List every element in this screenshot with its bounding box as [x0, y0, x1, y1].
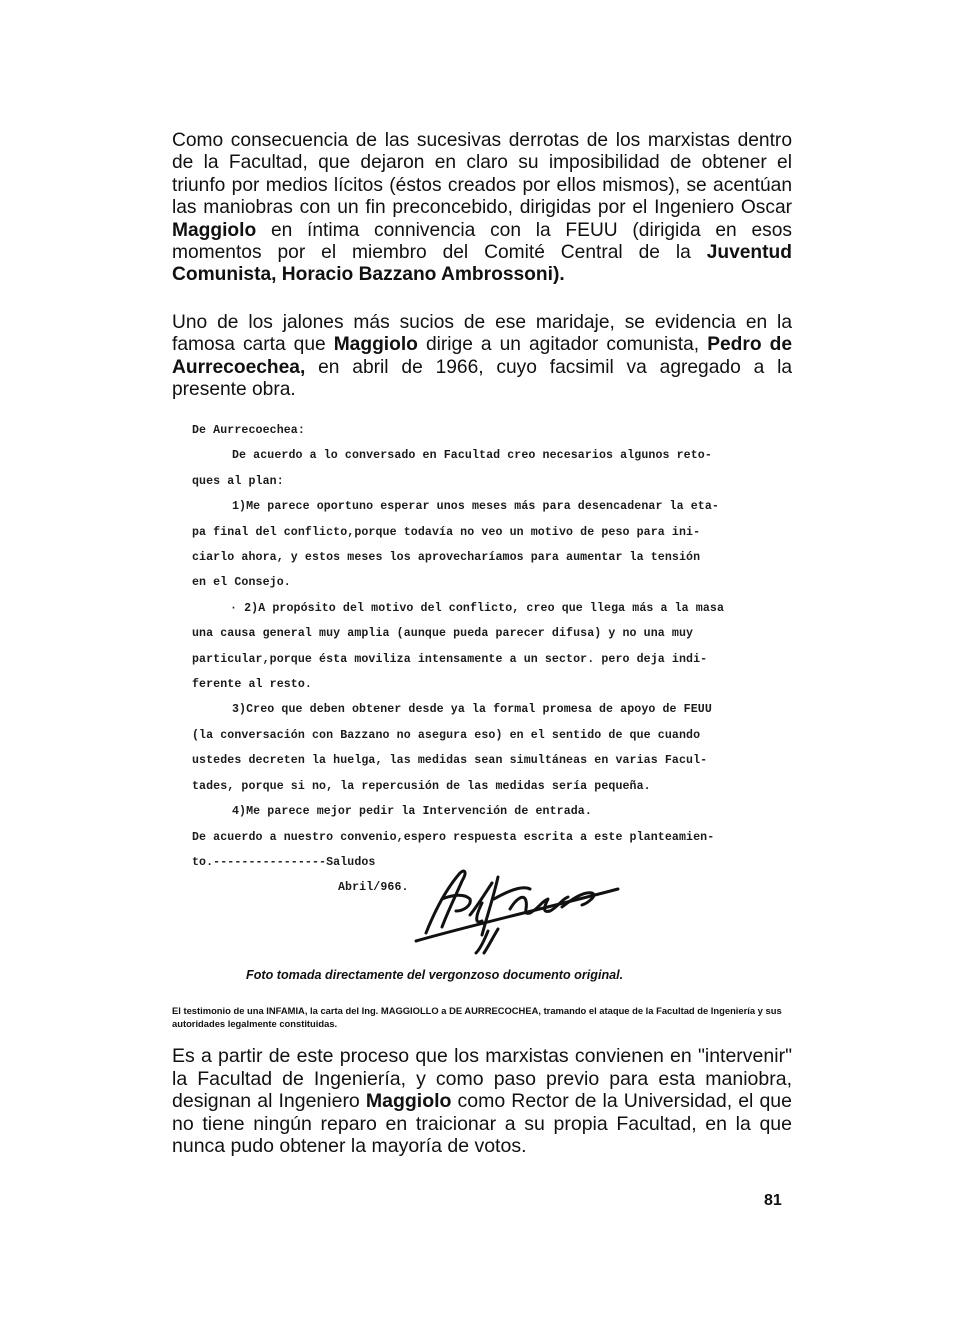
- letter-line: 1)Me parece oportuno esperar unos meses más para desencadenar la eta-: [232, 500, 719, 514]
- page-number: 81: [764, 1192, 782, 1209]
- letter-line: ustedes decreten la huelga, las medidas sean simultáneas en varias Facul-: [192, 754, 708, 768]
- photo-caption: Foto tomada directamente del vergonzoso documento original.: [246, 968, 624, 982]
- paragraph-1: [172, 130, 792, 287]
- letter-line: to.----------------Saludos: [192, 855, 376, 869]
- letter-line: De acuerdo a nuestro convenio,espero respuesta escrita a este planteamien-: [192, 830, 715, 844]
- paragraph-1-text: Como consecuencia de las sucesivas derrotas de los marxistas dentro de la Facultad, que dejaron en claro su imposibilidad de obtener el triunfo por medios lícitos (éstos creados por ellos mismos), se acentúan las maniobras con un fin preconcebido, dirigidas por el Ingeniero Oscar: [172, 130, 792, 219]
- letter-line: ques al plan:: [192, 474, 284, 488]
- name-aurrecoechea: Pedro de Aurrecoechea,: [172, 334, 792, 378]
- paragraph-3: [172, 1045, 792, 1158]
- letter-line: De Aurrecoechea:: [192, 424, 305, 437]
- paragraph-2-text: Uno de los jalones más sucios de ese maridaje, se evidencia en la famosa carta que: [172, 312, 792, 356]
- letter-line: 3)Creo que deben obtener desde ya la formal promesa de apoyo de FEUU: [232, 703, 712, 717]
- letter-line: (la conversación con Bazzano no asegura eso) en el sentido de que cuando: [192, 728, 701, 742]
- letter-date: Abril/966.: [338, 881, 409, 895]
- name-juventud-comunista: Juventud Comunista, Horacio Bazzano Ambrossoni).: [172, 242, 792, 286]
- name-maggiolo: Maggiolo: [333, 334, 418, 356]
- letter-line: pa final del conflicto,porque todavía no veo un motivo de peso para ini-: [192, 525, 701, 539]
- paragraph-3-text: Es a partir de este proceso que los marxistas convienen en "intervenir" la Facultad de Ingeniería, y como paso previo para esta maniobra, designan al Ingeniero: [172, 1045, 792, 1112]
- paragraph-2-text-3: en abril de 1966, cuyo facsimil va agregado a la presente obra.: [172, 356, 792, 401]
- letter-line: 4)Me parece mejor pedir la Intervención de entrada.: [232, 805, 592, 819]
- letter-facsimile: [192, 418, 792, 901]
- handwritten-signature: [412, 855, 622, 955]
- paragraph-1-text-2: en íntima connivencia con la FEUU (dirigida en esos momentos por el miembro del Comité Central de la: [172, 219, 792, 264]
- letter-line: una causa general muy amplia (aunque pueda parecer difusa) y no una muy: [192, 627, 694, 641]
- letter-line: ciarlo ahora, y estos meses los aprovecharíamos para aumentar la tensión: [192, 551, 701, 565]
- name-maggiolo: Maggiolo: [172, 219, 257, 241]
- letter-line: particular,porque ésta moviliza intensamente a un sector. pero deja indi-: [192, 652, 708, 666]
- paragraph-2-text-2: dirige a un agitador comunista,: [417, 334, 708, 356]
- letter-line: De acuerdo a lo conversado en Facultad creo necesarios algunos reto-: [232, 449, 712, 463]
- letter-line: tades, porque si no, la repercusión de las medidas sería pequeña.: [192, 779, 651, 793]
- letter-line: ferente al resto.: [192, 678, 312, 692]
- name-maggiolo: Maggiolo: [365, 1090, 452, 1112]
- testimony-caption: El testimonio de una INFAMIA, la carta del Ing. MAGGIOLLO a DE AURRECOCHEA, tramando el ataque de la Facultad de Ingeniería y sus autoridades legalmente constituidas.: [172, 1005, 782, 1029]
- letter-line: en el Consejo.: [192, 576, 291, 590]
- paragraph-2: [172, 312, 792, 402]
- paragraph-3-text-2: como Rector de la Universidad, el que no tiene ningún reparo en traicionar a su propia Facultad, en la que nunca pudo obtener la mayoría de votos.: [172, 1090, 792, 1157]
- letter-line: · 2)A propósito del motivo del conflicto, creo que llega más a la masa: [230, 601, 725, 615]
